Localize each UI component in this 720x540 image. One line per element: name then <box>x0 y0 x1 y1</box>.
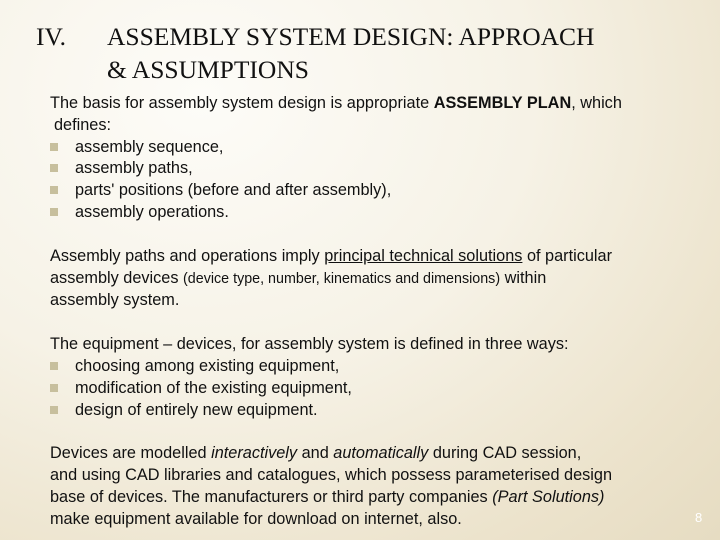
devices-line-2: and using CAD libraries and catalogues, which possess parameterised design <box>50 466 613 485</box>
section-number: IV. <box>36 22 66 51</box>
devices-line-4: make equipment available for download on internet, also. <box>50 509 462 528</box>
title-line-2: & ASSUMPTIONS <box>107 55 309 84</box>
bullet-square-icon <box>50 143 58 151</box>
principal-solutions-underlined: principal technical solutions <box>324 246 523 265</box>
paths-text-end: of particular <box>522 246 613 265</box>
bullet-square-icon <box>50 186 58 194</box>
paths-line-3: assembly system. <box>50 291 180 310</box>
list-item <box>50 137 690 159</box>
part-solutions-italic: (Part Solutions) <box>492 487 605 506</box>
devices-line-1 <box>50 443 690 465</box>
paths-line-2 <box>50 268 690 291</box>
device-details-small: (device type, number, kinematics and dimensions) <box>183 270 501 287</box>
list-item <box>50 158 690 180</box>
spacer <box>50 421 690 443</box>
title-line-1: ASSEMBLY SYSTEM DESIGN: APPROACH <box>107 22 595 51</box>
assembly-plan-bold: ASSEMBLY PLAN <box>433 94 572 112</box>
paths-text: Assembly paths and operations imply <box>50 246 325 265</box>
intro-text: The basis for assembly system design is appropriate <box>50 94 434 112</box>
assembly-paths-paragraph <box>50 246 690 312</box>
interactively-italic: interactively <box>211 444 298 463</box>
devices-paragraph <box>50 443 690 530</box>
list-item <box>50 378 690 400</box>
assembly-plan-paragraph <box>50 93 690 224</box>
list-item <box>50 400 690 422</box>
list-item <box>50 202 690 224</box>
paths-line-2-end: within <box>500 268 547 287</box>
bullet-text: assembly operations. <box>75 202 229 221</box>
devices-line-3 <box>50 487 690 509</box>
bullet-square-icon <box>50 208 58 216</box>
bullet-text: parts' positions (before and after assembly), <box>75 181 392 200</box>
assembly-plan-line-2: defines: <box>54 115 112 134</box>
assembly-plan-line-1 <box>50 93 690 115</box>
bullet-square-icon <box>50 164 58 172</box>
spacer <box>50 312 690 334</box>
devices-text-end: during CAD session, <box>428 444 582 463</box>
slide-body <box>50 93 690 531</box>
bullet-square-icon <box>50 362 58 370</box>
spacer <box>50 224 690 246</box>
bullet-square-icon <box>50 406 58 414</box>
equipment-intro: The equipment – devices, for assembly system is defined in three ways: <box>50 335 569 354</box>
bullet-text: design of entirely new equipment. <box>75 400 318 419</box>
automatically-italic: automatically <box>333 444 429 463</box>
bullet-text: choosing among existing equipment, <box>75 356 340 375</box>
paths-line-2-start: assembly devices <box>50 268 184 287</box>
devices-text: Devices are modelled <box>50 444 212 463</box>
list-item <box>50 356 690 378</box>
bullet-text: modification of the existing equipment, <box>75 378 352 397</box>
bullet-text: assembly sequence, <box>75 137 224 156</box>
list-item <box>50 180 690 202</box>
bullet-square-icon <box>50 384 58 392</box>
bullet-text: assembly paths, <box>75 159 193 178</box>
page-number: 8 <box>695 510 703 525</box>
devices-text-and: and <box>297 444 334 463</box>
equipment-paragraph <box>50 334 690 421</box>
devices-line-3-text: base of devices. The manufacturers or third party companies <box>50 487 493 506</box>
paths-line-1 <box>50 246 690 268</box>
title-text <box>107 20 707 86</box>
intro-text-end: , which <box>571 94 622 112</box>
